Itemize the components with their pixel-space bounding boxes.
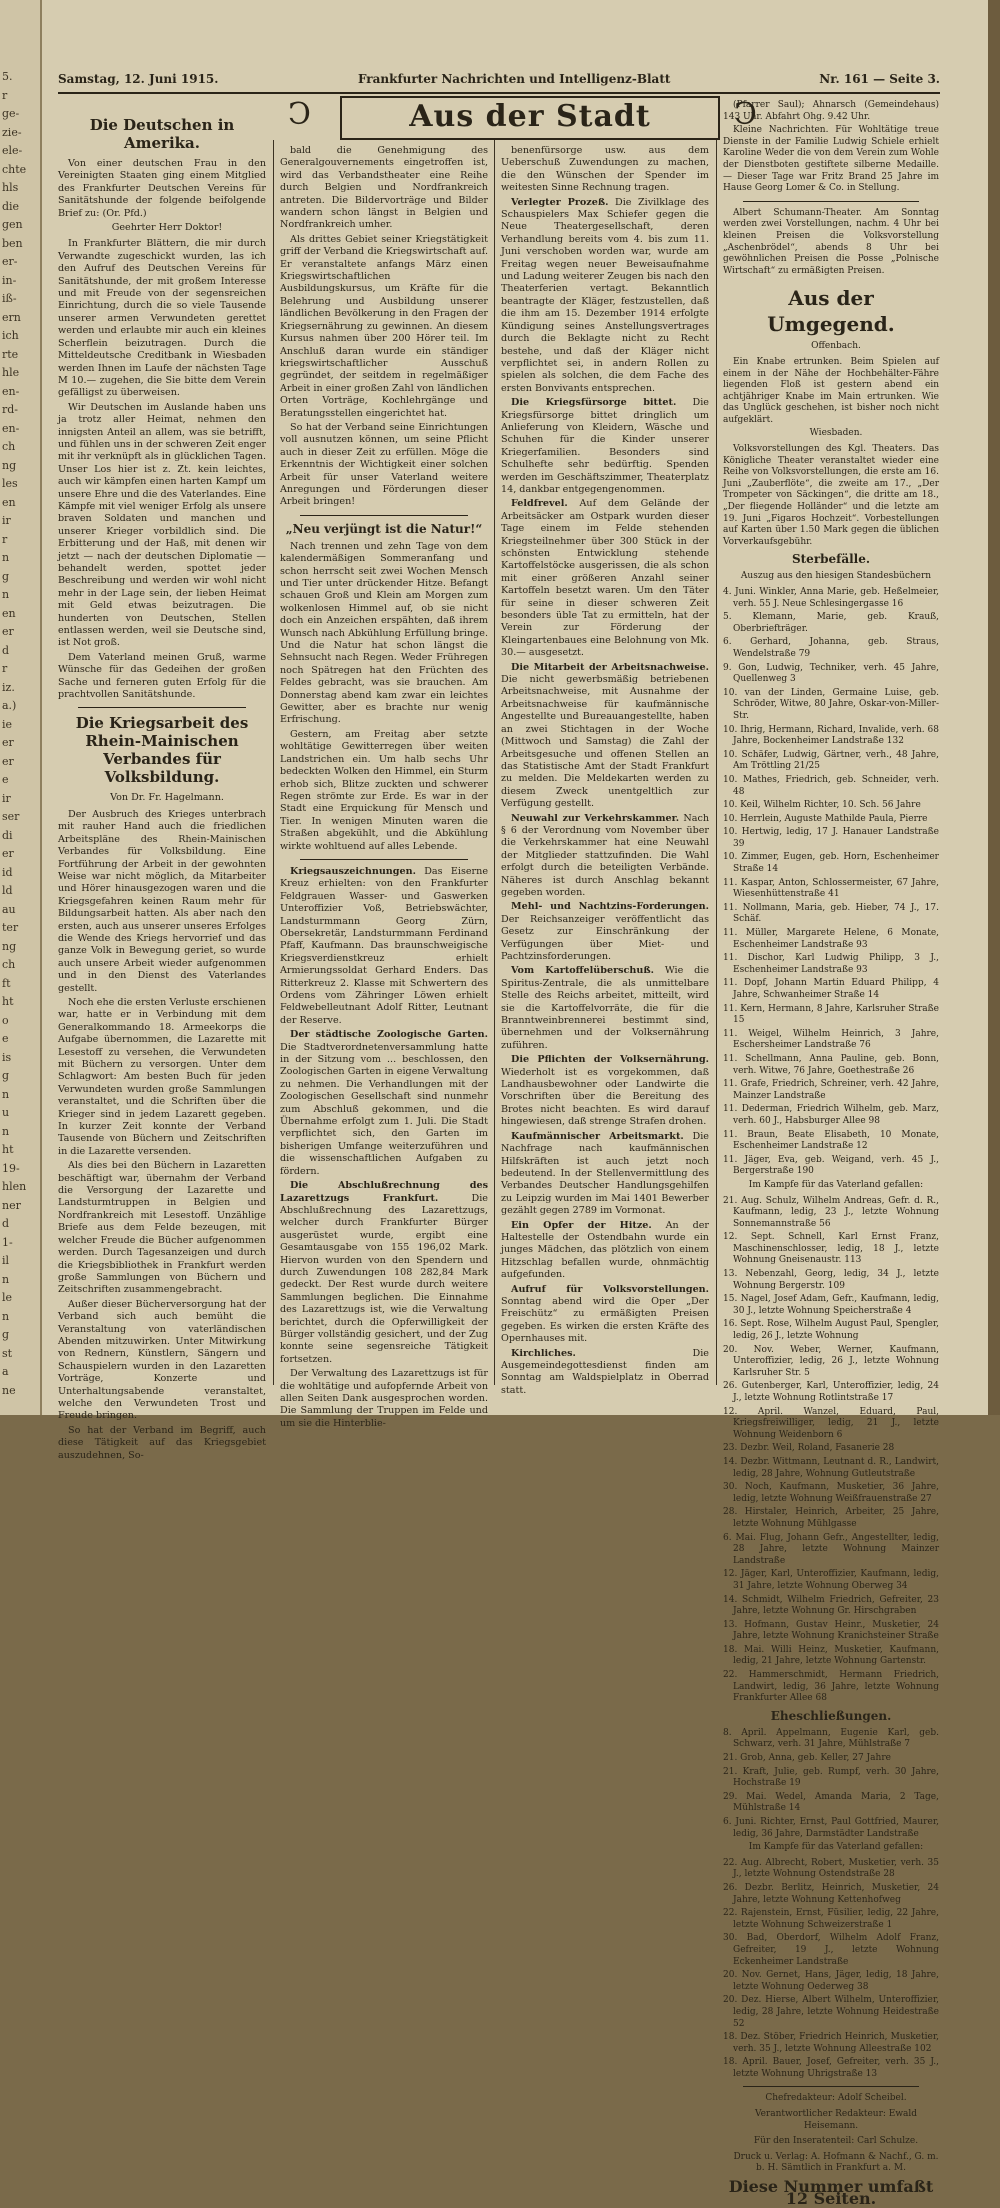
- fallen-entry: 22. Rajenstein, Ernst, Füsilier, ledig, 22 Jahre, letzte Wohnung Schweizerstraße 1: [723, 1908, 939, 1930]
- article-paragraph: Die Kriegsfürsorge bittet. Die Kriegsfürsorge bittet dringlich um Anlieferung von Kleidern, Wäsche und Schuhen für die Kinder unserer Kriegerfamilien. Besonders sind Schulhefte sehr bedürftig. Spenden werden im Geschäftszimmer, Theaterplatz 14, dankbar entgegengenommen.: [501, 397, 709, 495]
- previous-page-fragment: die: [2, 199, 20, 213]
- fallen-entry: 18. Mai. Willi Heinz, Musketier, Kaufmann, ledig, 21 Jahre, letzte Wohnung Gartenstr.: [723, 1644, 939, 1667]
- death-entry: 10. Ihrig, Hermann, Richard, Invalide, verh. 68 Jahre, Bockenheimer Landstraße 132: [723, 724, 939, 747]
- previous-page-fragment: gen: [2, 218, 23, 231]
- article-paragraph: In Frankfurter Blättern, die mir durch Verwandte zugeschickt wurden, las ich den Aufruf des Deutschen Vereins für Sanitätshunde, der mit großem Interesse und mit Freude von der segensreichen Einrichtung, durch die so viele Tausende unserer armen Verwundeten gerettet werden und erlaubte mir auch ein kleines Scherflein beizutragen. Durch die Mitteldeutsche Creditbank in Wiesbaden werden Ihnen im Laufe der nächsten Tage M 10.— zugehen, die Sie bitte dem Verein gefälligst zu überweisen.: [58, 238, 266, 399]
- previous-page-fragment: en: [2, 606, 16, 620]
- letter-greeting: Geehrter Herr Doktor!: [111, 222, 223, 234]
- previous-page-fragment: n: [2, 551, 10, 564]
- previous-page-fragment: d: [2, 1217, 10, 1230]
- article-separator: [300, 515, 468, 516]
- article-paragraph: Der städtische Zoologische Garten. Die Stadtverordnetenversammlung hatte in der Sitzung vom ... beschlossen, den Zoologischen Garten in eigene Verwaltung zu nehmen. Die Verhandlungen mit der Zoologischen Gesellschaft sind nunmehr zum Abschluß gekommen, und die Übernahme erfolgt zum 1. Juli. Die Stadt verpflichtet sich, den Garten im bisherigen Umfange weiterzuführen und die wissenschaftlichen Aufgaben zu fördern.: [280, 1029, 488, 1177]
- fallen-entry: 13. Nebenzahl, Georg, ledig, 34 J., letzte Wohnung Bergerstr. 109: [723, 1269, 939, 1291]
- previous-page-fragment: ld: [2, 884, 13, 897]
- paragraph-heading: Die Kriegsfürsorge bittet.: [511, 397, 677, 409]
- previous-page-fragment: en-: [2, 384, 20, 398]
- deaths-subheading: Auszug aus den hiesigen Standesbüchern: [740, 571, 932, 582]
- previous-page-fragment: le: [2, 1291, 13, 1304]
- fallen-entry: 20. Nov. Gernet, Hans, Jäger, ledig, 18 Jahre, letzte Wohnung Oederweg 38: [723, 1970, 939, 1992]
- previous-page-fragment: a: [2, 1365, 9, 1378]
- fallen-entry: 13. Hofmann, Gustav Heinr., Musketier, 24 Jahre, letzte Wohnung Kranichsteiner Straße: [723, 1619, 939, 1642]
- article-paragraph: Verlegter Prozeß. Die Zivilklage des Schauspielers Max Schiefer gegen die Neue Theatergesellschaft, deren Verhandlung bereits vom 4. bis zum 11. Juni verschoben worden war, wurde am Freitag wegen neuer Beweisaufnahme und Ladung weiterer Zeugen bis nach den Theaterferien vertagt. Bekanntlich beantragte der Kläger, festzustellen, daß die ihm am 15. Dezember 1914 erfolgte Kündigung seines Anstellungsvertrages durch die Beklagte nicht zu Recht bestehe, und daß der Kläger nicht verpflichtet sei, in andern Rollen zu spielen als solchen, die dem Fache des ersten Bonvivants entsprechen.: [501, 196, 709, 394]
- article-paragraph: Wir Deutschen im Auslande haben uns ja trotz aller Heimat, nehmen den innigsten Anteil an allem, was sie betrifft, und fühlen uns in der schweren Zeit enger mit ihr verknüpft als in glücklichen Tagen. Unser Los hier ist z. Zt. kein leichtes, auch wir kämpfen einen harten Kampf um unsere Ehre und die des Vaterlandes. Eine Kämpfe mit viel weniger Erfolg als unsere braven Soldaten und manchen und unserer Krieger vorbildlich sind. Die Erbitterung und der Haß, mit denen wir jetzt — nach der deutschen Diplomatie — behandelt werden, spottet jeder Beschreibung und werden wir wohl nicht mehr in der Lage sein, der lieben Heimat mit Geld etwas beizutragen. Die hunderten von Deutschen, Stellen entlassen werden, weil sie Deutsche sind, ist Not groß.: [58, 401, 266, 649]
- previous-page-fragment: e: [2, 1032, 9, 1045]
- article-paragraph: Kaufmännischer Arbeitsmarkt. Die Nachfrage nach kaufmännischen Hilfskräften ist auch jetzt noch bedeutend. In der Stellenvermittlung des Verbandes Deutscher Handlungsgehilfen zu Leipzig wurden im Mai 1401 Bewerber gezählt gegen 2789 im Vormonat.: [501, 1130, 709, 1217]
- previous-page-fragment: u: [2, 1106, 10, 1119]
- previous-page-fragment: r: [2, 662, 8, 675]
- paragraph-heading: Feldfrevel.: [511, 498, 568, 510]
- previous-page-fragment: ich: [2, 329, 19, 342]
- previous-page-fragment: er: [2, 736, 14, 749]
- article-paragraph: Die Pflichten der Volksernährung. Wiederholt ist es vorgekommen, daß Landhausbewohner oder Landwirte die Vorschriften über die Bereitung des Brotes nicht beachten. Es wird darauf hingewiesen, daß strenge Strafen drohen.: [501, 1054, 709, 1128]
- article-separator: [743, 2086, 919, 2087]
- death-entry: 11. Schellmann, Anna Pauline, geb. Bonn, verh. Witwe, 76 Jahre, Goethestraße 26: [723, 1053, 939, 1076]
- article-paragraph: Von einer deutschen Frau in den Vereinigten Staaten ging einem Mitglied des Frankfurter Deutschen Vereins für Sanitätshunde der folgende beifolgende Brief zu: (Or. Pfd.): [58, 158, 266, 219]
- fallen-entry: 30. Bad, Oberdorf, Wilhelm Adolf Franz, Gefreiter, 19 J., letzte Wohnung Eckenheimer Landstraße: [723, 1933, 939, 1967]
- previous-page-fragment: er: [2, 754, 14, 768]
- page-count-note: Diese Nummer umfaßt 12 Seiten.: [728, 2177, 934, 2208]
- article-title: „Neu verjüngt ist die Natur!“: [285, 521, 483, 536]
- place-heading: Offenbach.: [811, 341, 861, 352]
- article-separator: [300, 859, 468, 860]
- paragraph-heading: Kirchliches.: [511, 1347, 576, 1359]
- previous-page-fragment: o: [2, 1013, 9, 1027]
- article-paragraph: So hat der Verband im Begriff, auch diese Tätigkeit auf das Kriegsgebiet auszudehnen, So-: [58, 1424, 266, 1461]
- previous-page-fragment: ft: [2, 976, 11, 990]
- death-entry: 11. Dischor, Karl Ludwig Philipp, 3 J., Eschenheimer Landstraße 93: [723, 953, 939, 975]
- previous-page-fragment: ge-: [2, 107, 20, 120]
- marriages-list: [723, 1728, 939, 1840]
- imprint-line: Chefredakteur: Adolf Scheibel.: [765, 2093, 907, 2104]
- previous-page-fragment: id: [2, 865, 13, 879]
- marriage-entry: 29. Mai. Wedel, Amanda Maria, 2 Tage, Mühlstraße 14: [723, 1791, 939, 1814]
- fallen-entry: 22. Hammerschmidt, Hermann Friedrich, Landwirt, ledig, 36 Jahre, letzte Wohnung Frankfurter Allee 68: [723, 1670, 939, 1704]
- article-paragraph: Die Mitarbeit der Arbeitsnachweise. Die nicht gewerbsmäßig betriebenen Arbeitsnachweise, mit Ausnahme der Arbeitsnachweise für kaufmännische Angestellte und Bureauangestellte, haben an zwei Stichtagen in der Woche (Mittwoch und Samstag) die Zahl der Arbeitsgesuche und offenen Stellen an das Statistische Amt der Stadt Frankfurt zu melden. Die Meldekarten werden zu diesem Zweck unentgeltlich zur Verfügung gestellt.: [501, 661, 709, 810]
- previous-page-fragment: er: [2, 847, 14, 860]
- article-paragraph: Aufruf für Volksvorstellungen. Sonntag abend wird die Oper „Der Freischütz“ zu ermäßigten Preisen gegeben. Es wirken die ersten Kräfte des Opernhauses mit.: [501, 1283, 709, 1345]
- fallen-entry: 28. Hirstaler, Heinrich, Arbeiter, 25 Jahre, letzte Wohnung Mühlgasse: [723, 1507, 939, 1529]
- previous-page-fragment: les: [2, 477, 18, 490]
- previous-page-fragment: n: [2, 1087, 10, 1101]
- fallen-entry: 26. Dezbr. Berlitz, Heinrich, Musketier, 24 Jahre, letzte Wohnung Kettenhofweg: [723, 1882, 939, 1905]
- previous-page-fragment: hlen: [2, 1180, 27, 1193]
- previous-page-fragment: g: [2, 569, 10, 583]
- previous-page-fragment: ne: [2, 1383, 16, 1397]
- article-paragraph: Kleine Nachrichten. Für Wohltätige treue Dienste in der Familie Ludwig Schiele erhielt Karoline Weder die von dem Verein zum Wohle der Dienstboten gestiftete silberne Medaille. — Dieser Tage war Fritz Brand 25 Jahre im Hause Georg Lomer & Co. in Stellung.: [723, 125, 939, 194]
- paragraph-heading: Kaufmännischer Arbeitsmarkt.: [511, 1130, 684, 1142]
- article-paragraph: Vom Kartoffelüberschuß. Wie die Spiritus-Zentrale, die als unmittelbare Stelle des Reichs arbeitet, mitteilt, wird sie die Kartoffelvorräte, die für die Branntweinbrennerei bestimmt sind, übernehmen und der Volksernährung zuführen.: [501, 965, 709, 1051]
- deaths-heading: Sterbefälle.: [791, 552, 871, 567]
- article-separator: [743, 201, 919, 202]
- column-divider: [273, 140, 274, 1385]
- article-title: Die Deutschen in Amerika.: [89, 116, 235, 152]
- paragraph-heading: Kriegsauszeichnungen.: [290, 865, 416, 877]
- death-entry: 10. Hertwig, ledig, 17 J. Hanauer Landstraße 39: [723, 827, 939, 849]
- article-paragraph: Kriegsauszeichnungen. Das Eiserne Kreuz erhielten: von den Frankfurter Feldgrauen Wasser- und Gaswerken Unteroffizier Voß, Betriebswächter, Landsturmmann Georg Zürn, Obersekretär, Landsturmmann Ferdinand Pfaff, Kaufmann. Das braunschweigische Kriegsverdienstkreuz erhielt Armierungssoldat Gerhard Enders. Das Ritterkreuz 2. Klasse mit Schwertern des Ordens vom Zähringer Löwen erhielt Feldwebelleutnant Adolf Ritter, Leutnant der Reserve.: [280, 865, 488, 1026]
- section-heading: Aus der Umgegend.: [767, 286, 895, 337]
- column-2: [280, 145, 488, 1429]
- previous-page-fragment: ng: [2, 458, 17, 472]
- left-ornament-icon: Ↄ: [288, 97, 311, 132]
- paragraph-heading: Mehl- und Nachtzins-Forderungen.: [511, 901, 709, 913]
- fallen-entry: 12. Jäger, Karl, Unteroffizier, Kaufmann, ledig, 31 Jahre, letzte Wohnung Oberweg 34: [723, 1569, 939, 1591]
- previous-page-fragment: n: [2, 1124, 10, 1138]
- fallen-entry: 14. Dezbr. Wittmann, Leutnant d. R., Landwirt, ledig, 28 Jahre, Wohnung Gutleutstraße: [723, 1456, 939, 1479]
- death-entry: 10. Herrlein, Auguste Mathilde Paula, Pierre: [723, 813, 928, 824]
- article-author: Von Dr. Fr. Hagelmann.: [110, 792, 224, 804]
- paragraph-heading: Neuwahl zur Verkehrskammer.: [511, 812, 680, 824]
- article-paragraph: Mehl- und Nachtzins-Forderungen. Der Reichsanzeiger veröffentlicht das Gesetz zur Einschränkung der Verfügungen über Miet- und Pachtzinsforderungen.: [501, 901, 709, 962]
- marriages-heading: Eheschließungen.: [770, 1708, 892, 1723]
- fallen-entry: 14. Schmidt, Wilhelm Friedrich, Gefreiter, 23 Jahre, letzte Wohnung Gr. Hirschgraben: [723, 1594, 939, 1617]
- previous-page-fragment: hls: [2, 181, 19, 194]
- previous-page-fragment: g: [2, 1069, 10, 1082]
- previous-page-fragment: ng: [2, 939, 17, 953]
- previous-page-fragment: r: [2, 88, 8, 102]
- article-paragraph: Der Ausbruch des Krieges unterbrach mit rauher Hand auch die friedlichen Arbeitspläne des Rhein-Mainischen Verbandes für Volksbildung. Eine Fortführung der Arbeit in der gewohnten Weise war nicht möglich, da Mitarbeiter und Hörer hinausgezogen waren und die Kriegsgefahren keinen Raum mehr für Bildungsarbeit hatten. Als aber nach den ersten, auch aus unserer unseres Erfolges die Wende des Kriegs hervorrief und das ganze Volk in Bewegung geriet, so wurde auch unsere Arbeit wieder aufgenommen und in den Dienst des Vaterlandes gestellt.: [58, 808, 266, 994]
- paragraph-heading: Verlegter Prozeß.: [511, 196, 609, 208]
- death-entry: 11. Nollmann, Maria, geb. Hieber, 74 J., 17. Schäf.: [723, 902, 939, 925]
- previous-page-fragment: g: [2, 1328, 10, 1341]
- death-entry: 9. Gon, Ludwig, Techniker, verh. 45 Jahre, Quellenweg 3: [723, 662, 939, 685]
- deaths-list: [723, 587, 939, 1178]
- fallen-heading: Im Kampfe für das Vaterland gefallen:: [748, 1179, 924, 1190]
- death-entry: 11. Jäger, Eva, geb. Weigand, verh. 45 J., Bergerstraße 190: [723, 1154, 939, 1177]
- article-paragraph: Der Verwaltung des Lazarettzugs ist für die wohltätige und aufopfernde Arbeit von allen Seiten Dank ausgesprochen worden. Die Sammlung der Truppen im Felde und um sie die Hinterblie-: [280, 1368, 488, 1429]
- section-title: Aus der Stadt: [340, 96, 720, 140]
- fallen-entry: 16. Sept. Rose, Wilhelm August Paul, Spengler, ledig, 26 J., letzte Wohnung: [723, 1319, 939, 1342]
- fallen-entry: 26. Gutenberger, Karl, Unteroffizier, ledig, 24 J., letzte Wohnung Rotlintstraße 17: [723, 1381, 939, 1403]
- death-entry: 4. Juni. Winkler, Anna Marie, geb. Heßelmeier, verh. 55 J. Neue Schlesingergasse 16: [723, 587, 939, 609]
- previous-page-fragment: 5.: [2, 70, 13, 83]
- previous-page-fragment: d: [2, 643, 10, 657]
- previous-page-fragment: e: [2, 773, 9, 786]
- previous-page-fragment: n: [2, 1309, 10, 1323]
- right-ornament-icon: Ↄ: [734, 97, 757, 132]
- article-paragraph: Feldfrevel. Auf dem Gelände der Arbeitsäcker am Ostpark wurden dieser Tage einem im Felde stehenden Kriegsteilnehmer über 300 Stück in der schönsten Entwicklung stehende Kartoffelstöcke ausgerissen, die als schon mit einer größeren Anzahl seiner Kartoffeln besetzt waren. Um den Täter für seine in dieser schweren Zeit besonders üble Tat zu ermitteln, hat der Verein zur Förderung der Kleingartenbaues eine Belohnung von Mk. 30.— ausgesetzt.: [501, 498, 709, 659]
- previous-page-fragment: ter: [2, 921, 19, 934]
- previous-page-fragment: 1-: [2, 1235, 13, 1249]
- death-entry: 11. Kern, Hermann, 8 Jahre, Karlsruher Straße 15: [723, 1003, 939, 1026]
- header-issue-page: Nr. 161 — Seite 3.: [819, 72, 940, 86]
- previous-page-fragment: hle: [2, 366, 20, 379]
- article-paragraph: Albert Schumann-Theater. Am Sonntag werden zwei Vorstellungen, nachm. 4 Uhr bei kleinen Preisen die Volksvorstellung „Aschenbrödel“, abends 8 Uhr bei gewöhnlichen Preisen die Posse „Polnische Wirtschaft“ zu ermäßigten Preisen.: [723, 207, 939, 276]
- header-rule: [58, 92, 940, 94]
- header-newspaper-title: Frankfurter Nachrichten und Intelligenz-Blatt: [358, 72, 671, 86]
- fallen-list: [723, 1858, 939, 2081]
- previous-page-fragment: er-: [2, 255, 18, 268]
- column-4: [723, 97, 939, 2208]
- previous-page-fragment: ir: [2, 514, 11, 527]
- previous-page-fragment: chte: [2, 162, 27, 176]
- previous-page-fragment: 19-: [2, 1161, 20, 1175]
- death-entry: 11. Braun, Beate Elisabeth, 10 Monate, Eschenheimer Landstraße 12: [723, 1129, 939, 1152]
- article-separator: [78, 707, 246, 708]
- article-paragraph: Ein Knabe ertrunken. Beim Spielen auf einem in der Nähe der Hochbehälter-Fähre liegenden Floß ist gestern abend ein achtjähriger Knabe im Main ertrunken. Wie das Unglück geschehen, ist bisher noch nicht aufgeklärt.: [723, 356, 939, 425]
- imprint-line: Druck u. Verlag: A. Hofmann & Nachf., G. m. b. H. Sämtlich in Frankfurt a. M.: [733, 2151, 939, 2174]
- death-entry: 6. Gerhard, Johanna, geb. Straus, Wendelstraße 79: [723, 637, 939, 659]
- article-paragraph: Dem Vaterland meinen Gruß, warme Wünsche für das Gedeihen der großen Sache und ferneren guten Erfolg für die prachtvollen Sanitätshunde.: [58, 651, 266, 701]
- previous-page-fragment: ie: [2, 717, 13, 731]
- previous-page-fragment: in-: [2, 273, 17, 287]
- article-paragraph: Kirchliches. Die Ausgemeindegottesdienst finden am Sonntag am Waldspielplatz in Oberrad statt.: [501, 1347, 709, 1396]
- previous-page-fragment: en-: [2, 421, 20, 435]
- paragraph-heading: Aufruf für Volksvorstellungen.: [511, 1283, 709, 1295]
- fallen-entry: 15. Nagel, Josef Adam, Gefr., Kaufmann, ledig, 30 J., letzte Wohnung Speicherstraße 4: [723, 1294, 939, 1316]
- previous-page-fragment: ht: [2, 1143, 14, 1156]
- article-paragraph: So hat der Verband seine Einrichtungen voll ausnutzen können, um seine Pflicht auch in dieser Zeit zu erfüllen. Möge die Erkenntnis der Wichtigkeit einer solchen Arbeit für unser Vaterland weitere Anregungen und Förderungen dieser Arbeit bringen!: [280, 421, 488, 508]
- column-1: [58, 110, 266, 1461]
- death-entry: 11. Dopf, Johann Martin Eduard Philipp, 4 Jahre, Schwanheimer Straße 14: [723, 978, 939, 1000]
- fallen-heading: Im Kampfe für das Vaterland gefallen:: [748, 1842, 924, 1853]
- column-divider: [494, 140, 495, 1385]
- death-entry: 11. Grafe, Friedrich, Schreiner, verh. 42 Jahre, Mainzer Landstraße: [723, 1079, 939, 1101]
- death-entry: 11. Weigel, Wilhelm Heinrich, 3 Jahre, Eschersheimer Landstraße 76: [723, 1028, 939, 1051]
- previous-page-fragment: iß-: [2, 292, 17, 305]
- previous-page-fragment: di: [2, 828, 13, 842]
- death-entry: 5. Klemann, Marie, geb. Krauß, Oberbriefträger.: [723, 612, 939, 634]
- header-date: Samstag, 12. Juni 1915.: [58, 72, 219, 86]
- article-paragraph: Noch ehe die ersten Verluste erschienen war, hatte er in Verbindung mit dem Generalkommando 18. Armeekorps die Aufgabe übernommen, die Lazarette mit Lesestoff zu versehen, die Verwundeten mit Büchern zu versorgen. Unter dem Schlagwort: Am besten Buch für jeden Verwundeten wurden große Sammlungen veranstaltet, und die Schriften über die Krieger sind in jedem Lazarett gegeben. In kurzer Zeit konnte der Verband Tausende von Büchern und Zeitschriften in die Lazarette versenden.: [58, 996, 266, 1157]
- paragraph-heading: Vom Kartoffelüberschuß.: [511, 965, 654, 977]
- previous-page-fragment: r: [2, 532, 8, 546]
- imprint-line: Verantwortlicher Redakteur: Ewald Heisemann.: [754, 2109, 918, 2131]
- marriage-entry: 21. Kraft, Julie, geb. Rumpf, verh. 30 Jahre, Hochstraße 19: [723, 1766, 939, 1789]
- death-entry: 11. Kaspar, Anton, Schlossermeister, 67 Jahre, Wiesenhüttenstraße 41: [723, 877, 939, 900]
- fallen-entry: 22. Aug. Albrecht, Robert, Musketier, verh. 35 J., letzte Wohnung Ostendstraße 28: [723, 1857, 939, 1880]
- article-paragraph: Die Abschlußrechnung des Lazarettzugs Frankfurt. Die Abschlußrechnung des Lazarettzugs, welcher durch Frankfurter Bürger ausgerüstet wurde, ergibt eine Gesamtausgabe von 155 196,02 Mark. Hiervon wurden von den Spendern und durch Zuwendungen 108 282,84 Mark gedeckt. Der Rest wurde durch weitere Sammlungen beglichen. Die Einnahme des Lazarettzugs ist, wie die Verwaltung berichtet, durch die Opferwilligkeit der Bürger vollständig gesichert, und der Zug konnte seine segensreiche Tätigkeit fortsetzen.: [280, 1180, 488, 1365]
- previous-page-fragment: au: [2, 902, 16, 916]
- marriage-entry: 21. Grob, Anna, geb. Keller, 27 Jahre: [723, 1753, 891, 1764]
- previous-page-fragment: ch: [2, 440, 16, 453]
- article-paragraph: (Pfarrer Saul); Ahnarsch (Gemeindehaus) 143 Uhr. Abfahrt Ohg. 9.42 Uhr.: [723, 100, 939, 122]
- previous-page-fragment: ht: [2, 995, 14, 1008]
- fallen-entry: 21. Aug. Schulz, Wilhelm Andreas, Gefr. d. R., Kaufmann, ledig, 23 J., letzte Wohnung Sonnemannstraße 56: [723, 1195, 939, 1229]
- death-entry: 10. van der Linden, Germaine Luise, geb. Schröder, Witwe, 80 Jahre, Oskar-von-Miller-Str.: [723, 687, 939, 721]
- previous-page-fragment: iz.: [2, 680, 15, 694]
- previous-page-fragment: ser: [2, 810, 20, 823]
- fallen-entry: 18. Dez. Stöber, Friedrich Heinrich, Musketier, verh. 35 J., letzte Wohnung Alleestraße 102: [723, 2032, 939, 2054]
- fallen-list: [723, 1196, 939, 1705]
- death-entry: 11. Dederman, Friedrich Wilhelm, geb. Marz, verh. 60 J., Habsburger Allee 98: [723, 1104, 939, 1126]
- death-entry: 10. Keil, Wilhelm Richter, 10. Sch. 56 Jahre: [723, 800, 921, 811]
- paragraph-heading: Die Pflichten der Volksernährung.: [511, 1054, 709, 1066]
- paragraph-heading: Ein Opfer der Hitze.: [511, 1219, 652, 1231]
- article-paragraph: Als drittes Gebiet seiner Kriegstätigkeit griff der Verband die Kriegswirtschaft auf. Er veranstaltete anfangs März einen Kriegswirtschaftlichen Ausbildungskursus, um Kräfte für die Belehrung und Ausbildung unserer ländlichen Bevölkerung in den Fragen der Kriegsernährung zu gewinnen. An diesem Kursus nahmen über 200 Hörer teil. Im Anschluß daran wurde ein ständiger kriegswirtschaftlicher Ausschuß gegründet, der seitdem in regelmäßiger Arbeit in einer großen Zahl von ländlichen Orten Vorträge, Kochlehrgänge und Beratungsstellen eingerichtet hat.: [280, 233, 488, 419]
- column-3: [501, 145, 710, 1396]
- previous-page-fragment: ir: [2, 791, 11, 805]
- death-entry: 10. Schäfer, Ludwig, Gärtner, verh., 48 Jahre, Am Tröttling 21/25: [723, 749, 939, 772]
- previous-page-fragment: ben: [2, 236, 23, 250]
- previous-page-fragment: st: [2, 1346, 13, 1360]
- fallen-entry: 6. Mai. Flug, Johann Gefr., Angestellter, ledig, 28 Jahre, letzte Wohnung Mainzer Landstraße: [723, 1532, 939, 1566]
- previous-page-fragment: rte: [2, 347, 19, 361]
- previous-page-fragment: a.): [2, 699, 17, 712]
- previous-page-fragment: is: [2, 1050, 12, 1064]
- fallen-entry: 20. Dez. Hierse, Albert Wilhelm, Unteroffizier, ledig, 28 Jahre, letzte Wohnung Heidestraße 52: [723, 1995, 939, 2029]
- article-paragraph: Gestern, am Freitag aber setzte wohltätige Gewitterregen über weiten Landstrichen ein. Um halb sechs Uhr bedeckten Wolken den Himmel, ein Sturm erhob sich, Blitze zuckten und schwerer Regen strömte zur Erde. Es war in der Stadt eine Erquickung für Mensch und Tier. In wenigen Minuten waren die Straßen abgekühlt, und die Abkühlung wirkte wohltuend auf alles Lebende.: [280, 728, 488, 852]
- paragraph-heading: Die Mitarbeit der Arbeitsnachweise.: [511, 661, 709, 673]
- death-entry: 10. Zimmer, Eugen, geb. Horn, Eschenheimer Straße 14: [723, 852, 939, 875]
- previous-page-fragment: ern: [2, 310, 21, 324]
- death-entry: 11. Müller, Margarete Helene, 6 Monate, Eschenheimer Landstraße 93: [723, 928, 939, 950]
- previous-page-edge: [0, 0, 42, 1415]
- column-divider: [716, 140, 717, 1385]
- previous-page-fragment: ele-: [2, 144, 23, 157]
- paragraph-heading: Der städtische Zoologische Garten.: [290, 1029, 488, 1041]
- previous-page-fragment: ch: [2, 958, 16, 971]
- previous-page-fragment: n: [2, 1272, 10, 1286]
- fallen-entry: 18. April. Bauer, Josef, Gefreiter, verh. 35 J., letzte Wohnung Uhrigstraße 13: [723, 2057, 939, 2079]
- article-paragraph: Nach trennen und zehn Tage von dem kalendermäßigen Sommeranfang und schon herrscht seit zwei Wochen Mensch und Tier unter drückender Hitze. Befangt schauen Groß und Klein am Morgen zum wolkenlosen Himmel auf, ob sie nicht doch ein Anzeichen erspähten, daß ihrem Wunsch nach Abkühlung Erfüllung bringe. Und die Natur hat schon längst die Sehnsucht nach Regen. Weder Frühregen noch Spätregen hat den Früchten des Feldes gebracht, was sie brauchen. Am Donnerstag abend kam zwar ein leichtes Gewitter, aber es brachte nur wenig Erfrischung.: [280, 540, 488, 726]
- article-title: Die Kriegsarbeit des Rhein-Mainischen Verbandes für Volksbildung.: [75, 714, 249, 787]
- page-header: [58, 72, 940, 90]
- article-paragraph: Als dies bei den Büchern in Lazaretten beschäftigt war, übernahm der Verband die Versorgung der Lazarette und Landsturmtruppen in Belgien und Nordfrankreich mit Lesestoff. Unzählige Briefe aus dem Felde bezeugen, mit welcher Freude die Bücher aufgenommen werden. Durch Tagesanzeigen und durch die Kriegsbibliothek in Frankfurt werden große Sammlungen von Büchern und Zeitschriften zusammengebracht.: [58, 1160, 266, 1296]
- previous-page-fragment: en: [2, 495, 16, 509]
- place-heading: Wiesbaden.: [809, 428, 863, 439]
- article-paragraph: benenfürsorge usw. aus dem Ueberschuß Zuwendungen zu machen, die den Wünschen der Spender im weitesten Sinne Rechnung tragen.: [501, 145, 709, 194]
- article-paragraph: bald die Genehmigung des Generalgouvernements eingetroffen ist, wird das Verbandstheater eine Reihe durch Belgien und Nordfrankreich antreten. Die Bildervorträge und Bilder wandern schon längst in Belgien und Nordfrankreich umher.: [280, 145, 488, 231]
- previous-page-fragment: rd-: [2, 403, 19, 416]
- previous-page-fragment: ner: [2, 1198, 21, 1212]
- imprint-line: Für den Inseratenteil: Carl Schulze.: [753, 2136, 919, 2147]
- fallen-entry: 30. Noch, Kaufmann, Musketier, 36 Jahre, ledig, letzte Wohnung Weißfrauenstraße 27: [723, 1482, 939, 1504]
- previous-page-fragment: il: [2, 1254, 10, 1267]
- article-paragraph: Volksvorstellungen des Kgl. Theaters. Das Königliche Theater veranstaltet wieder eine Reihe von Volksvorstellungen, die erste am 16. Juni „Zauberflöte“, die zweite am 17., „Der Trompeter von Säckingen“, die dritte am 18., „Der fliegende Holländer“ und die letzte am 19. Juni „Figaros Hochzeit“. Vorbestellungen auf Karten über 1.50 Mark gegen die üblichen Vorverkaufsgebühr.: [723, 444, 939, 547]
- binding-edge: [988, 0, 1000, 1415]
- previous-page-fragment: zie-: [2, 125, 22, 139]
- fallen-entry: 12. Sept. Schnell, Karl Ernst Franz, Maschinenschlosser, ledig, 18 J., letzte Wohnung Gneisenaustr. 113: [723, 1232, 939, 1266]
- article-paragraph: Ein Opfer der Hitze. An der Haltestelle der Ostendbahn wurde ein junges Mädchen, das plötzlich von einem Hitzschlag befallen wurde, ohnmächtig aufgefunden.: [501, 1219, 710, 1281]
- fallen-entry: 12. April. Wanzel, Eduard, Paul, Kriegsfreiwilliger, ledig, 21 J., letzte Wohnung Weidenborn 6: [723, 1406, 939, 1440]
- previous-page-fragment: n: [2, 588, 10, 601]
- marriage-entry: 8. April. Appelmann, Eugenie Karl, geb. Schwarz, verh. 31 Jahre, Mühlstraße 7: [723, 1727, 939, 1750]
- paragraph-heading: Die Abschlußrechnung des Lazarettzugs Frankfurt.: [280, 1180, 488, 1204]
- article-paragraph: Neuwahl zur Verkehrskammer. Nach § 6 der Verordnung vom November über die Verkehrskammer hat eine Neuwahl der Mitglieder stattzufinden. Die Wahl erfolgt durch die beteiligten Verbände. Näheres ist durch Anschlag bekannt gegeben worden.: [501, 812, 709, 898]
- fallen-entry: 20. Nov. Weber, Werner, Kaufmann, Unteroffizier, ledig, 26 J., letzte Wohnung Karlsruher Str. 5: [723, 1344, 939, 1378]
- fallen-entry: 23. Dezbr. Weil, Roland, Fasanerie 28: [723, 1443, 895, 1454]
- death-entry: 10. Mathes, Friedrich, geb. Schneider, verh. 48: [723, 774, 939, 797]
- marriage-entry: 6. Juni. Richter, Ernst, Paul Gottfried, Maurer, ledig, 36 Jahre, Darmstädter Landstraße: [723, 1817, 939, 1839]
- previous-page-fragment: er: [2, 625, 14, 638]
- article-paragraph: Außer dieser Bücherversorgung hat der Verband sich auch bemüht die Veranstaltung von vaterländischen Abenden mitzuwirken. Unter Mitwirkung von Rednern, Künstlern, Sängern und Schauspielern wurden in den Lazaretten Vorträge, Konzerte und Unterhaltungsabende veranstaltet, welche den Verwundeten Trost und Freude bringen.: [58, 1298, 266, 1422]
